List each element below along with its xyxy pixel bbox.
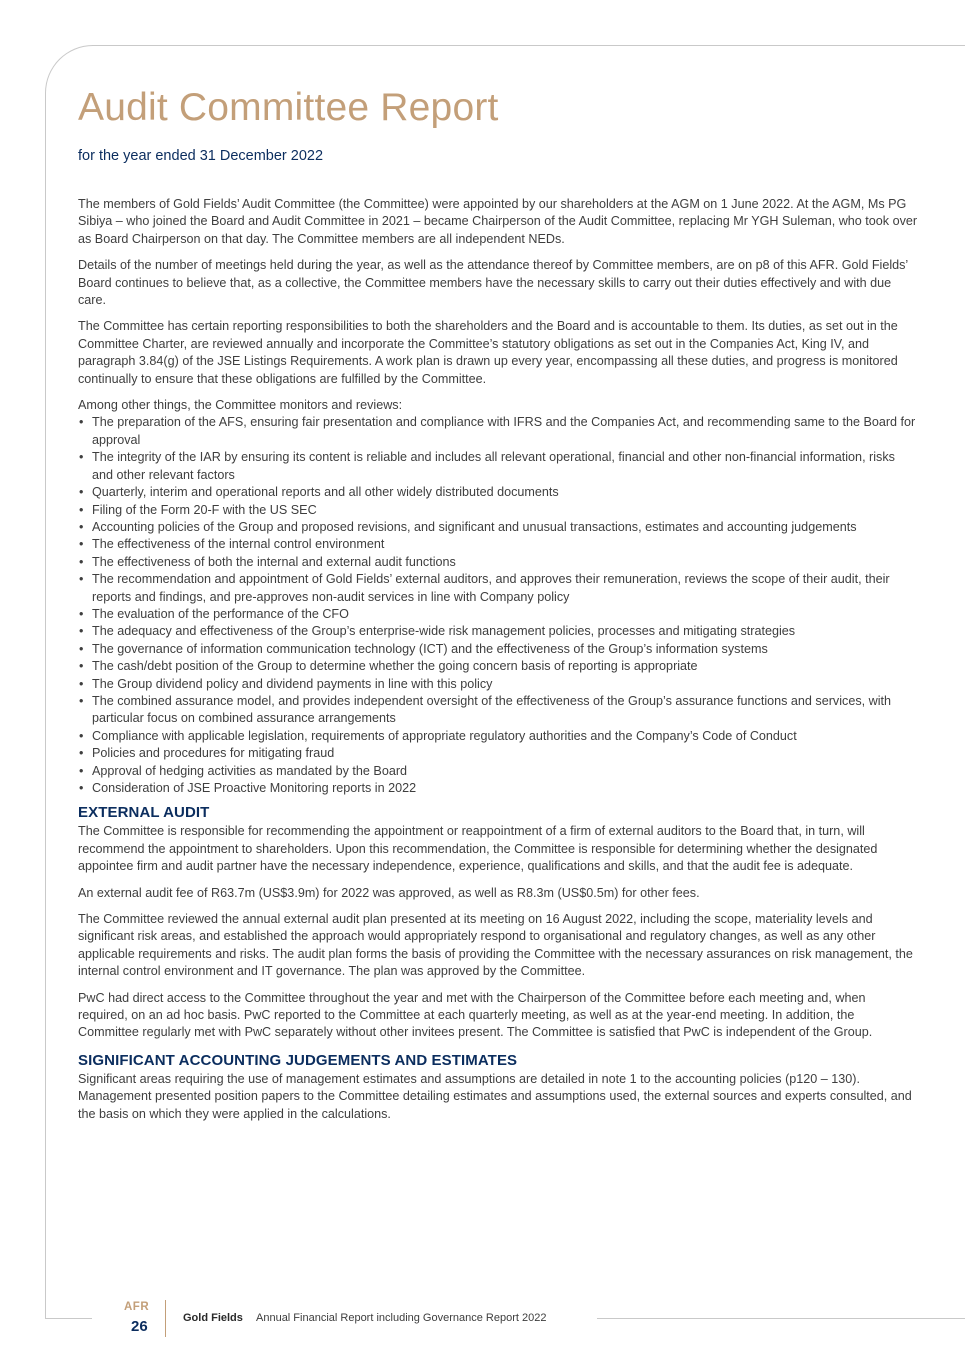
footer-report-title: Annual Financial Report including Governance Report 2022 <box>256 1312 547 1324</box>
intro-paragraph: Details of the number of meetings held during the year, as well as the attendance thereof by Committee members, are on p8 of this AFR. Gold Fields’ Board continues to believe that, as a collective, the Committee members have the necessary skills to carry out their duties effectively and with due care. <box>78 258 908 308</box>
bullet-icon: • <box>79 746 84 761</box>
footer-divider <box>165 1300 166 1337</box>
list-item: • The Group dividend policy and dividend payments in line with this policy <box>78 676 918 693</box>
external-audit-paragraph: The Committee reviewed the annual external audit plan presented at its meeting on 16 August 2022, including the scope, materiality levels and significant risk areas, and established the approach would appropriately respond to organisational and regulatory changes, as well as any other applicable requirements and risks. The audit plan forms the basis of providing the Committee with the necessary assurances on risk management, the internal control environment and IT governance. The plan was approved by the Committee. <box>78 912 913 979</box>
judgements-heading: SIGNIFICANT ACCOUNTING JUDGEMENTS AND ESTIMATES <box>78 1051 518 1069</box>
list-item: • The governance of information communication technology (ICT) and the effectiveness of the Group’s information systems <box>78 641 918 658</box>
bullet-icon: • <box>79 781 84 795</box>
list-item: • The recommendation and appointment of Gold Fields’ external auditors, and approves their remuneration, reviews the scope of their audit, their reports and findings, and pre-approves non-audit services in line with Company policy <box>79 572 890 604</box>
external-audit-paragraph: An external audit fee of R63.7m (US$3.9m) for 2022 was approved, as well as R8.3m (US$0.5m) for other fees. <box>78 885 700 900</box>
list-item: • Policies and procedures for mitigating fraud <box>78 745 918 762</box>
page-frame-bottom-line-right <box>597 1318 965 1319</box>
footer-page-number: 26 <box>131 1318 148 1335</box>
monitors-intro: Among other things, the Committee monitors and reviews: <box>78 398 403 413</box>
list-item: • Consideration of JSE Proactive Monitoring reports in 2022 <box>78 780 918 797</box>
monitors-list <box>78 414 918 797</box>
bullet-icon: • <box>79 693 84 708</box>
list-item: • The evaluation of the performance of the CFO <box>78 606 918 623</box>
bullet-icon: • <box>79 641 84 656</box>
bullet-icon: • <box>79 572 84 587</box>
list-item: • The effectiveness of both the internal and external audit functions <box>78 554 918 571</box>
page-subtitle: for the year ended 31 December 2022 <box>78 148 324 164</box>
external-audit-heading: EXTERNAL AUDIT <box>78 804 210 822</box>
list-item: • The adequacy and effectiveness of the Group’s enterprise-wide risk management policies, processes and mitigating strategies <box>78 623 918 640</box>
page-title: Audit Committee Report <box>78 86 499 129</box>
footer-section-label: AFR <box>124 1301 150 1313</box>
list-item: • The effectiveness of the internal control environment <box>78 536 918 553</box>
bullet-icon: • <box>79 728 84 743</box>
external-audit-paragraph: The Committee is responsible for recommending the appointment or reappointment of a firm of external auditors to the Board that, in turn, will recommend the appointment to shareholders. Upon this recommendation, the Committee is responsible for determining whether the designated appointee firm and audit partner have the necessary independence, experience, qualifications and skills, and that the audit fee is adequate. <box>78 824 878 874</box>
intro-paragraph: The members of Gold Fields’ Audit Committee (the Committee) were appointed by our shareholders at the AGM on 1 June 2022. At the AGM, Ms PG Sibiya – who joined the Board and Audit Committee in 2021 – became Chairperson of the Audit Committee, replacing Mr YGH Suleman, who took over as Board Chairperson on that day. The Committee members are all independent NEDs. <box>78 197 918 246</box>
bullet-icon: • <box>79 624 84 639</box>
bullet-icon: • <box>79 537 84 552</box>
list-item: • The cash/debt position of the Group to determine whether the going concern basis of reporting is appropriate <box>78 658 918 675</box>
bullet-icon: • <box>79 519 84 534</box>
bullet-icon: • <box>79 485 84 500</box>
footer-brand: Gold Fields <box>183 1312 243 1324</box>
bullet-icon: • <box>79 502 84 517</box>
list-item: • Quarterly, interim and operational reports and all other widely distributed documents <box>78 484 918 501</box>
external-audit-paragraph: PwC had direct access to the Committee throughout the year and met with the Chairperson of the Committee before each meeting and, when required, on an ad hoc basis. PwC reported to the Committee at each quarterly meeting, as well as at the year-end meeting. In addition, the Committee regularly met with PwC separately without other invitees present. The Committee is satisfied that PwC is independent of the Group. <box>78 990 873 1040</box>
list-item: • The preparation of the AFS, ensuring fair presentation and compliance with IFRS and the Companies Act, and recommending same to the Board for approval <box>79 415 916 447</box>
list-item: • Accounting policies of the Group and proposed revisions, and significant and unusual transactions, estimates and accounting judgements <box>78 519 918 536</box>
page-frame-left-line <box>45 120 46 1318</box>
bullet-icon: • <box>79 676 84 691</box>
intro-paragraph: The Committee has certain reporting responsibilities to both the shareholders and the Board and is accountable to them. Its duties, as set out in the Committee Charter, are reviewed annually and incorporate the Committee’s statutory obligations as set out in the Companies Act, King IV, and paragraph 3.84(g) of the JSE Listings Requirements. A work plan is drawn up every year, encompassing all these duties, and progress is monitored continually to ensure that these obligations are fulfilled by the Committee. <box>78 319 898 386</box>
list-item: • The integrity of the IAR by ensuring its content is reliable and includes all relevant operational, financial and other non-financial information, risks and other relevant factors <box>79 450 895 482</box>
bullet-icon: • <box>79 659 84 674</box>
page-frame-top-line <box>92 45 965 46</box>
report-body <box>78 196 918 1132</box>
bullet-icon: • <box>79 554 84 569</box>
list-item: • Approval of hedging activities as mandated by the Board <box>78 763 918 780</box>
list-item: • Compliance with applicable legislation, requirements of appropriate regulatory authorities and the Company’s Code of Conduct <box>78 728 918 745</box>
bullet-icon: • <box>79 606 84 621</box>
bullet-icon: • <box>79 450 84 465</box>
bullet-icon: • <box>79 763 84 778</box>
judgements-paragraph: Significant areas requiring the use of management estimates and assumptions are detailed in note 1 to the accounting policies (p120 – 130). Management presented position papers to the Committee detailing estimates and assumptions used, the external sources and experts consulted, and the basis on which they were applied in the calculations. <box>78 1071 912 1121</box>
bullet-icon: • <box>79 415 84 430</box>
list-item: • Filing of the Form 20-F with the US SEC <box>78 502 918 519</box>
list-item: • The combined assurance model, and provides independent oversight of the effectiveness of the Group’s assurance functions and services, with particular focus on combined assurance arrangements <box>79 693 892 726</box>
page-frame-bottom-line-left <box>45 1318 92 1319</box>
